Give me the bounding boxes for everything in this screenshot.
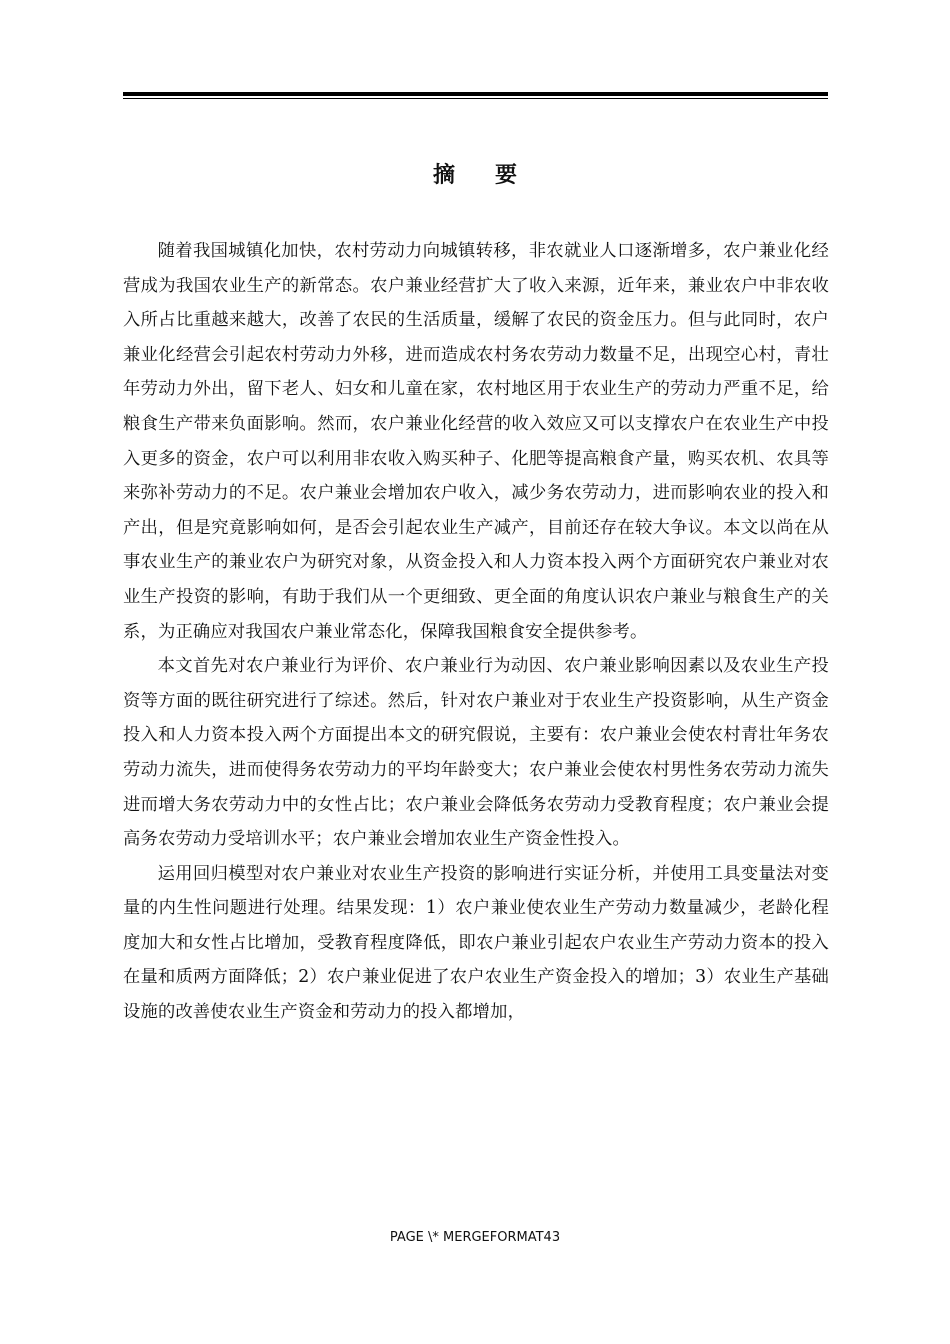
- abstract-body: [123, 234, 829, 1030]
- page-footer: PAGE \* MERGEFORMAT43: [389, 1230, 561, 1245]
- page-title: 摘要: [432, 163, 557, 188]
- paragraph-2: 本文首先对农户兼业行为评价、农户兼业行为动因、农户兼业影响因素以及农业生产投资等方面的既往研究进行了综述。然后，针对农户兼业对于农业生产投资影响，从生产资金投入和人力资本投入两个方面提出本文的研究假说，主要有：农户兼业会使农村青壮年务农劳动力流失，进而使得务农劳动力的平均年龄变大；农户兼业会使农村男性务农劳动力流失进而增大务农劳动力中的女性占比；农户兼业会降低务农劳动力受教育程度；农户兼业会提高务农劳动力受培训水平；农户兼业会增加农业生产资金性投入。: [123, 656, 829, 850]
- paragraph-1: 随着我国城镇化加快，农村劳动力向城镇转移，非农就业人口逐渐增多，农户兼业化经营成为我国农业生产的新常态。农户兼业经营扩大了收入来源，近年来，兼业农户中非农收入所占比重越来越大，改善了农民的生活质量，缓解了农民的资金压力。但与此同时，农户兼业化经营会引起农村劳动力外移，进而造成农村务农劳动力数量不足，出现空心村，青壮年劳动力外出，留下老人、妇女和儿童在家，农村地区用于农业生产的劳动力严重不足，给粮食生产带来负面影响。然而，农户兼业化经营的收入效应又可以支撑农户在农业生产中投入更多的资金，农户可以利用非农收入购买种子、化肥等提高粮食产量，购买农机、农具等来弥补劳动力的不足。农户兼业会增加农户收入，减少务农劳动力，进而影响农业的投入和产出，但是究竟影响如何，是否会引起农业生产减产，目前还存在较大争议。本文以尚在从事农业生产的兼业农户为研究对象，从资金投入和人力资本投入两个方面研究农户兼业对农业生产投资的影响，有助于我们从一个更细致、更全面的角度认识农户兼业与粮食生产的关系，为正确应对我国农户兼业常态化，保障我国粮食安全提供参考。: [123, 241, 829, 642]
- header-rule: [123, 92, 828, 99]
- paragraph-3: 运用回归模型对农户兼业对农业生产投资的影响进行实证分析，并使用工具变量法对变量的内生性问题进行处理。结果发现：1）农户兼业使农业生产劳动力数量减少，老龄化程度加大和女性占比增加，受教育程度降低，即农户兼业引起农户农业生产劳动力资本的投入在量和质两方面降低；2）农户兼业促进了农户农业生产资金投入的增加；3）农业生产基础设施的改善使农业生产资金和劳动力的投入都增加，: [123, 863, 829, 1023]
